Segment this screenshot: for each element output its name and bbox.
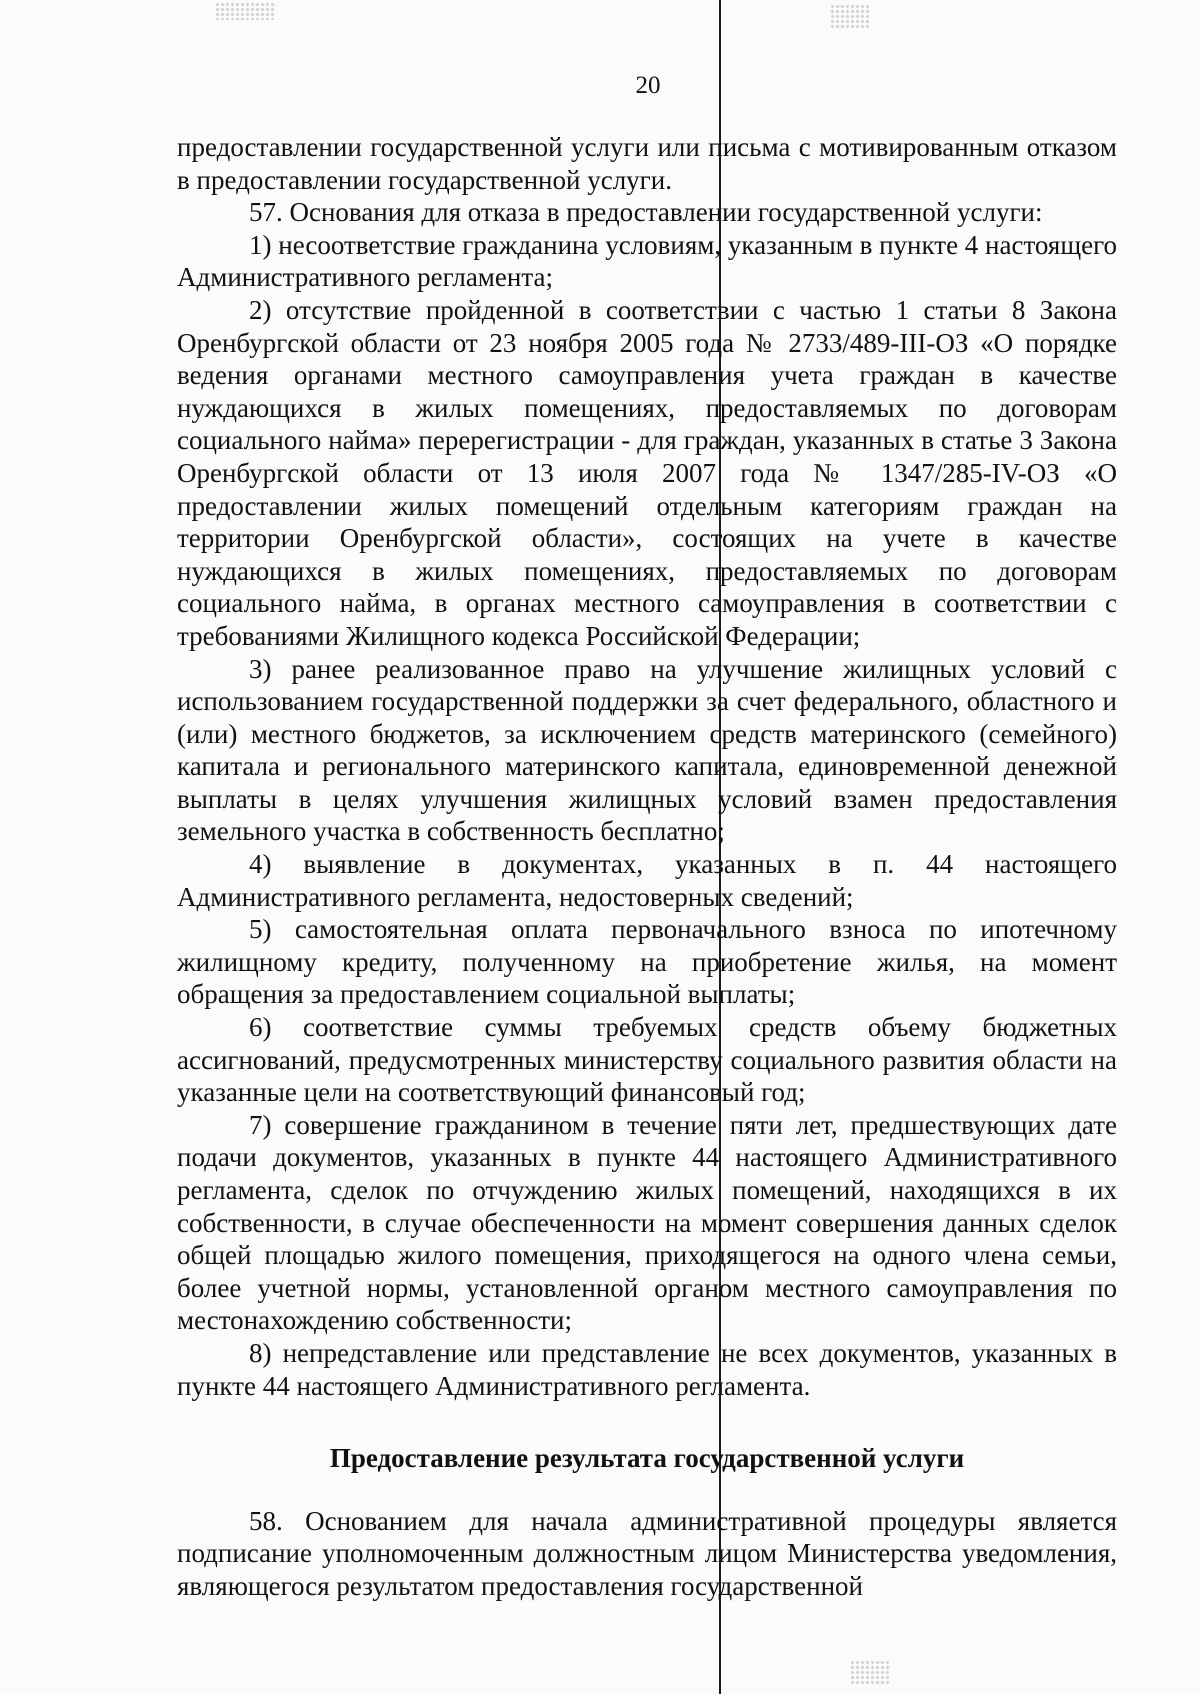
page-number: 20: [635, 72, 661, 99]
paragraph-item-57-2: 2) отсутствие пройденной в соответствии с частью 1 статьи 8 Закона Оренбургской области от 23 ноября 2005 года № 2733/489-III-ОЗ «О порядке ведения органами местного самоуправления учета граждан в качестве нуждающихся в жилых помещениях, предоставляемых по договорам социального найма» перерегистрации - для граждан, указанных в статье 3 Закона Оренбургской области от 13 июля 2007 года № 1347/285-IV-ОЗ «О предоставлении жилых помещений отдельным категориям граждан на территории Оренбургской области», состоящих на учете в качестве нуждающихся в жилых помещениях, предоставляемых по договорам социального найма, в органах местного самоуправления в соответствии с требованиями Жилищного кодекса Российской Федерации;: [177, 294, 1117, 651]
paragraph-item-57-1: 1) несоответствие гражданина условиям, указанным в пункте 4 настоящего Административного регламента;: [177, 229, 1117, 293]
paragraph-item-58: 58. Основанием для начала административной процедуры является подписание уполномоченным должностным лицом Министерства уведомления, являющегося результатом предоставления государственной: [177, 1505, 1117, 1601]
paragraph-item-57-7: 7) совершение гражданином в течение пяти лет, предшествующих дате подачи документов, указанных в пункте 44 настоящего Административного регламента, сделок по отчуждению жилых помещений, находящихся в их собственности, в случае обеспеченности на момент совершения данных сделок общей площадью жилого помещения, приходящегося на одного члена семьи, более учетной нормы, установленной органом местного самоуправления по местонахождению собственности;: [177, 1109, 1117, 1336]
paragraph-group-after-heading: [177, 1505, 1117, 1603]
section-heading: Предоставление результата государственной услуги: [329, 1443, 965, 1474]
paragraph-item-57-3: 3) ранее реализованное право на улучшение жилищных условий с использованием государственной поддержки за счет федерального, областного и (или) местного бюджетов, за исключением средств материнского (семейного) капитала и регионального материнского капитала, единовременной денежной выплаты в целях улучшения жилищных условий взамен предоставления земельного участка в собственность бесплатно;: [177, 653, 1117, 847]
paragraph-item-57: 57. Основания для отказа в предоставлении государственной услуги:: [249, 197, 1043, 228]
scan-noise: [215, 2, 275, 20]
paragraph-item-57-6: 6) соответствие суммы требуемых средств объему бюджетных ассигнований, предусмотренных министерству социального развития области на указанные цели на соответствующий финансовый год;: [177, 1012, 1117, 1108]
paragraph-item-57-5: 5) самостоятельная оплата первоначального взноса по ипотечному жилищному кредиту, полученному на приобретение жилья, на момент обращения за предоставлением социальной выплаты;: [177, 914, 1117, 1010]
paragraph-item-57-8: 8) непредставление или представление не всех документов, указанных в пункте 44 настоящего Административного регламента.: [177, 1337, 1117, 1401]
scan-noise: [830, 4, 870, 28]
paragraph-continuation: предоставлении государственной услуги или письма с мотивированным отказом в предоставлении государственной услуги.: [177, 132, 1117, 195]
paragraph-group-before-heading: [177, 131, 1117, 1402]
paragraph-item-57-4: 4) выявление в документах, указанных в п. 44 настоящего Административного регламента, недостоверных сведений;: [177, 849, 1117, 912]
document-body: [177, 131, 1117, 1603]
scan-noise: [850, 1660, 890, 1684]
